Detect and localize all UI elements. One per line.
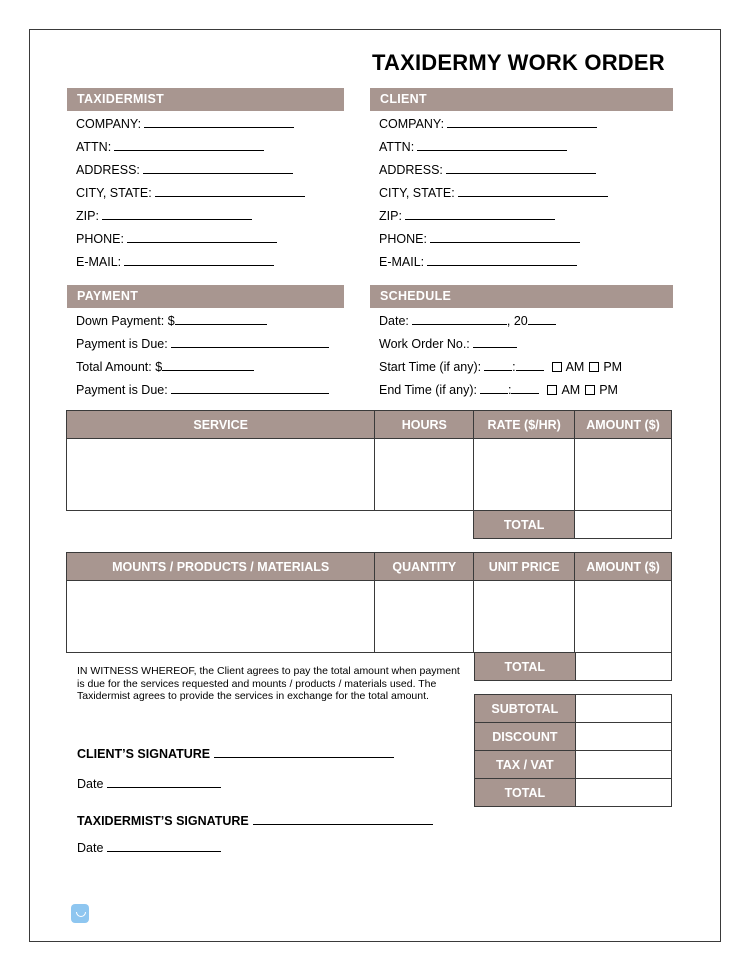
- field-label: Payment is Due:: [76, 383, 168, 397]
- taxidermist-city-state-field[interactable]: [76, 185, 305, 200]
- field-label: CITY, STATE:: [76, 186, 152, 200]
- taxidermist-signature-field[interactable]: [77, 813, 433, 828]
- client-signature-label: CLIENT’S SIGNATURE: [77, 747, 211, 761]
- field-label: ADDRESS:: [379, 163, 443, 177]
- subtotal-cell[interactable]: [575, 695, 671, 723]
- field-label: Total Amount: $: [76, 360, 163, 374]
- grand-total-cell[interactable]: [575, 779, 671, 807]
- field-label: End Time (if any):: [379, 383, 477, 397]
- field-label: Date:: [379, 314, 409, 328]
- smile-logo-icon: [71, 904, 89, 923]
- quantity-header: QUANTITY: [375, 553, 474, 581]
- client-date-field[interactable]: [77, 776, 221, 791]
- field-label: Down Payment: $: [76, 314, 175, 328]
- pm-label: PM: [599, 383, 618, 397]
- hours-header: HOURS: [375, 411, 474, 439]
- year-prefix: , 20: [506, 314, 528, 328]
- field-label: PHONE:: [379, 232, 427, 246]
- materials-table: [66, 552, 672, 653]
- field-label: E-MAIL:: [379, 255, 425, 269]
- unit-price-cell[interactable]: [474, 581, 575, 653]
- field-label: E-MAIL:: [76, 255, 122, 269]
- grand-total-label: TOTAL: [475, 779, 576, 807]
- client-attn-field[interactable]: [379, 139, 567, 154]
- amount-cell[interactable]: [575, 439, 672, 511]
- client-email-field[interactable]: [379, 254, 577, 269]
- taxidermist-email-field[interactable]: [76, 254, 274, 269]
- end-time-field[interactable]: [379, 382, 618, 397]
- taxidermist-attn-field[interactable]: [76, 139, 264, 154]
- field-label: ADDRESS:: [76, 163, 140, 177]
- tax-label: TAX / VAT: [475, 751, 576, 779]
- field-label: ATTN:: [76, 140, 112, 154]
- materials-total-table: [474, 652, 672, 681]
- taxidermist-company-field[interactable]: [76, 116, 294, 131]
- time-colon: :: [507, 383, 512, 397]
- work-order-no-field[interactable]: [379, 336, 517, 351]
- client-city-state-field[interactable]: [379, 185, 608, 200]
- end-pm-checkbox[interactable]: [585, 385, 595, 395]
- schedule-header: SCHEDULE: [370, 285, 673, 308]
- schedule-date-field[interactable]: [379, 313, 556, 328]
- end-am-checkbox[interactable]: [547, 385, 557, 395]
- field-label: Payment is Due:: [76, 337, 168, 351]
- taxidermist-phone-field[interactable]: [76, 231, 277, 246]
- field-label: COMPANY:: [379, 117, 445, 131]
- materials-total-cell[interactable]: [575, 653, 671, 681]
- am-label: AM: [565, 360, 585, 374]
- pm-label: PM: [603, 360, 623, 374]
- materials-amount-cell[interactable]: [575, 581, 672, 653]
- subtotal-label: SUBTOTAL: [475, 695, 576, 723]
- materials-cell[interactable]: [67, 581, 375, 653]
- field-label: ATTN:: [379, 140, 415, 154]
- tax-cell[interactable]: [575, 751, 671, 779]
- hours-cell[interactable]: [375, 439, 474, 511]
- client-signature-field[interactable]: [77, 746, 394, 761]
- taxidermist-header: TAXIDERMIST: [67, 88, 344, 111]
- summary-table: [474, 694, 672, 807]
- field-label: ZIP:: [76, 209, 99, 223]
- materials-total-label: TOTAL: [475, 653, 576, 681]
- field-label: Work Order No.:: [379, 337, 470, 351]
- time-colon: :: [512, 360, 516, 374]
- taxidermist-signature-label: TAXIDERMIST’S SIGNATURE: [77, 814, 249, 828]
- client-address-field[interactable]: [379, 162, 596, 177]
- client-zip-field[interactable]: [379, 208, 555, 223]
- field-label: PHONE:: [76, 232, 124, 246]
- client-phone-field[interactable]: [379, 231, 580, 246]
- field-label: CITY, STATE:: [379, 186, 455, 200]
- discount-label: DISCOUNT: [475, 723, 576, 751]
- service-total-label: TOTAL: [474, 511, 575, 539]
- client-header: CLIENT: [370, 88, 673, 111]
- rate-cell[interactable]: [474, 439, 575, 511]
- date-label: Date: [77, 777, 104, 791]
- taxidermist-address-field[interactable]: [76, 162, 293, 177]
- materials-amount-header: AMOUNT ($): [575, 553, 672, 581]
- field-label: Start Time (if any):: [379, 360, 482, 374]
- quantity-cell[interactable]: [375, 581, 474, 653]
- total-amount-field[interactable]: [76, 359, 254, 374]
- taxidermist-date-field[interactable]: [77, 840, 221, 855]
- service-table: [66, 410, 672, 539]
- payment-due-field-2[interactable]: [76, 382, 329, 397]
- start-time-field[interactable]: [379, 359, 622, 374]
- discount-cell[interactable]: [575, 723, 671, 751]
- amount-header: AMOUNT ($): [575, 411, 672, 439]
- page-title: TAXIDERMY WORK ORDER: [372, 50, 665, 75]
- rate-header: RATE ($/HR): [474, 411, 575, 439]
- service-cell[interactable]: [67, 439, 375, 511]
- start-pm-checkbox[interactable]: [589, 362, 599, 372]
- payment-due-field-1[interactable]: [76, 336, 329, 351]
- field-label: COMPANY:: [76, 117, 142, 131]
- service-total-cell[interactable]: [575, 511, 672, 539]
- client-company-field[interactable]: [379, 116, 597, 131]
- materials-header: MOUNTS / PRODUCTS / MATERIALS: [67, 553, 375, 581]
- field-label: ZIP:: [379, 209, 402, 223]
- unit-price-header: UNIT PRICE: [474, 553, 575, 581]
- payment-header: PAYMENT: [67, 285, 344, 308]
- date-label: Date: [77, 841, 104, 855]
- witness-paragraph: IN WITNESS WHEREOF, the Client agrees to pay the total amount when payment is due for the services requested and mounts / products / materials used. The Taxidermist agrees to provide the services in exchange for the total amount.: [77, 665, 460, 702]
- start-am-checkbox[interactable]: [552, 362, 562, 372]
- service-header: SERVICE: [67, 411, 375, 439]
- taxidermist-zip-field[interactable]: [76, 208, 252, 223]
- am-label: AM: [561, 383, 581, 397]
- down-payment-field[interactable]: [76, 313, 267, 328]
